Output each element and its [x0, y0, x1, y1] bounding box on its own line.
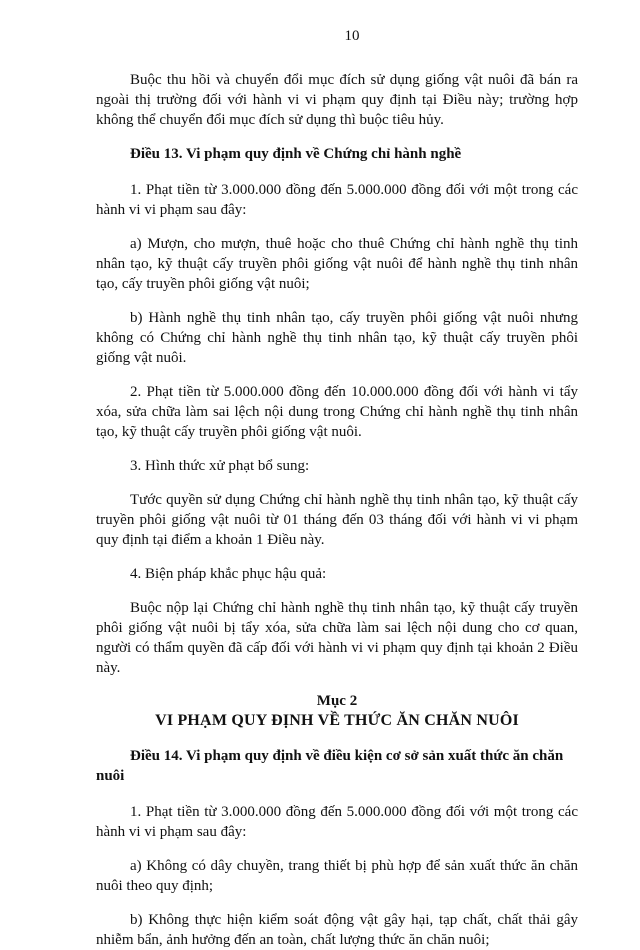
article-14-point-b: b) Không thực hiện kiểm soát động vật gây hại, tạp chất, chất thải gây nhiễm bẩn, ảnh hưởng đến an toàn, chất lượng thức ăn chăn nuôi;	[96, 912, 578, 948]
article-13-clause-1: 1. Phạt tiền từ 3.000.000 đồng đến 5.000.000 đồng đối với một trong các hành vi vi phạm sau đây:	[96, 182, 578, 218]
article-13-point-b: b) Hành nghề thụ tinh nhân tạo, cấy truyền phôi giống vật nuôi nhưng không có Chứng chỉ hành nghề thụ tinh nhân tạo, kỹ thuật cấy truyền phôi giống vật nuôi.	[96, 310, 578, 366]
section-2-name: VI PHẠM QUY ĐỊNH VỀ THỨC ĂN CHĂN NUÔI	[155, 712, 519, 729]
article-13-title: Điều 13. Vi phạm quy định về Chứng chỉ hành nghề	[130, 146, 462, 162]
section-2-label: Mục 2	[316, 693, 358, 709]
article-13-clause-2: 2. Phạt tiền từ 5.000.000 đồng đến 10.000.000 đồng đối với hành vi tẩy xóa, sửa chữa làm sai lệch nội dung trong Chứng chỉ hành nghề thụ tinh nhân tạo, kỹ thuật cấy truyền phôi giống vật nuôi.	[96, 384, 578, 440]
article-13-clause-3: 3. Hình thức xử phạt bổ sung:	[130, 458, 310, 474]
article-13-clause-4: 4. Biện pháp khắc phục hậu quả:	[130, 566, 327, 582]
paragraph-remedy-giong: Buộc thu hồi và chuyển đổi mục đích sử dụng giống vật nuôi đã bán ra ngoài thị trường đối với hành vi vi phạm quy định tại Điều này; trường hợp không thể chuyển đổi mục đích sử dụng thì buộc tiêu hủy.	[96, 72, 578, 128]
article-14-point-a: a) Không có dây chuyền, trang thiết bị phù hợp để sản xuất thức ăn chăn nuôi theo quy định;	[96, 858, 578, 894]
article-14-clause-1: 1. Phạt tiền từ 3.000.000 đồng đến 5.000.000 đồng đối với một trong các hành vi vi phạm sau đây:	[96, 804, 578, 840]
article-14-title: Điều 14. Vi phạm quy định về điều kiện cơ sở sản xuất thức ăn chăn nuôi	[96, 748, 564, 784]
article-13-clause-3-text: Tước quyền sử dụng Chứng chỉ hành nghề thụ tinh nhân tạo, kỹ thuật cấy truyền phôi giống vật nuôi từ 01 tháng đến 03 tháng đối với hành vi vi phạm quy định tại điểm a khoản 1 Điều này.	[96, 492, 578, 548]
article-13-point-a: a) Mượn, cho mượn, thuê hoặc cho thuê Chứng chỉ hành nghề thụ tinh nhân tạo, kỹ thuật cấy truyền phôi giống vật nuôi để hành nghề thụ tinh nhân tạo, cấy truyền phôi giống vật nuôi;	[96, 236, 578, 292]
article-13-clause-4-text: Buộc nộp lại Chứng chỉ hành nghề thụ tinh nhân tạo, kỹ thuật cấy truyền phôi giống vật nuôi bị tẩy xóa, sửa chữa làm sai lệch nội dung cho cơ quan, người có thẩm quyền đã cấp đối với hành vi vi phạm quy định tại khoản 2 Điều này.	[96, 600, 578, 676]
page-number: 10	[344, 28, 360, 44]
section-2-heading	[96, 692, 578, 730]
